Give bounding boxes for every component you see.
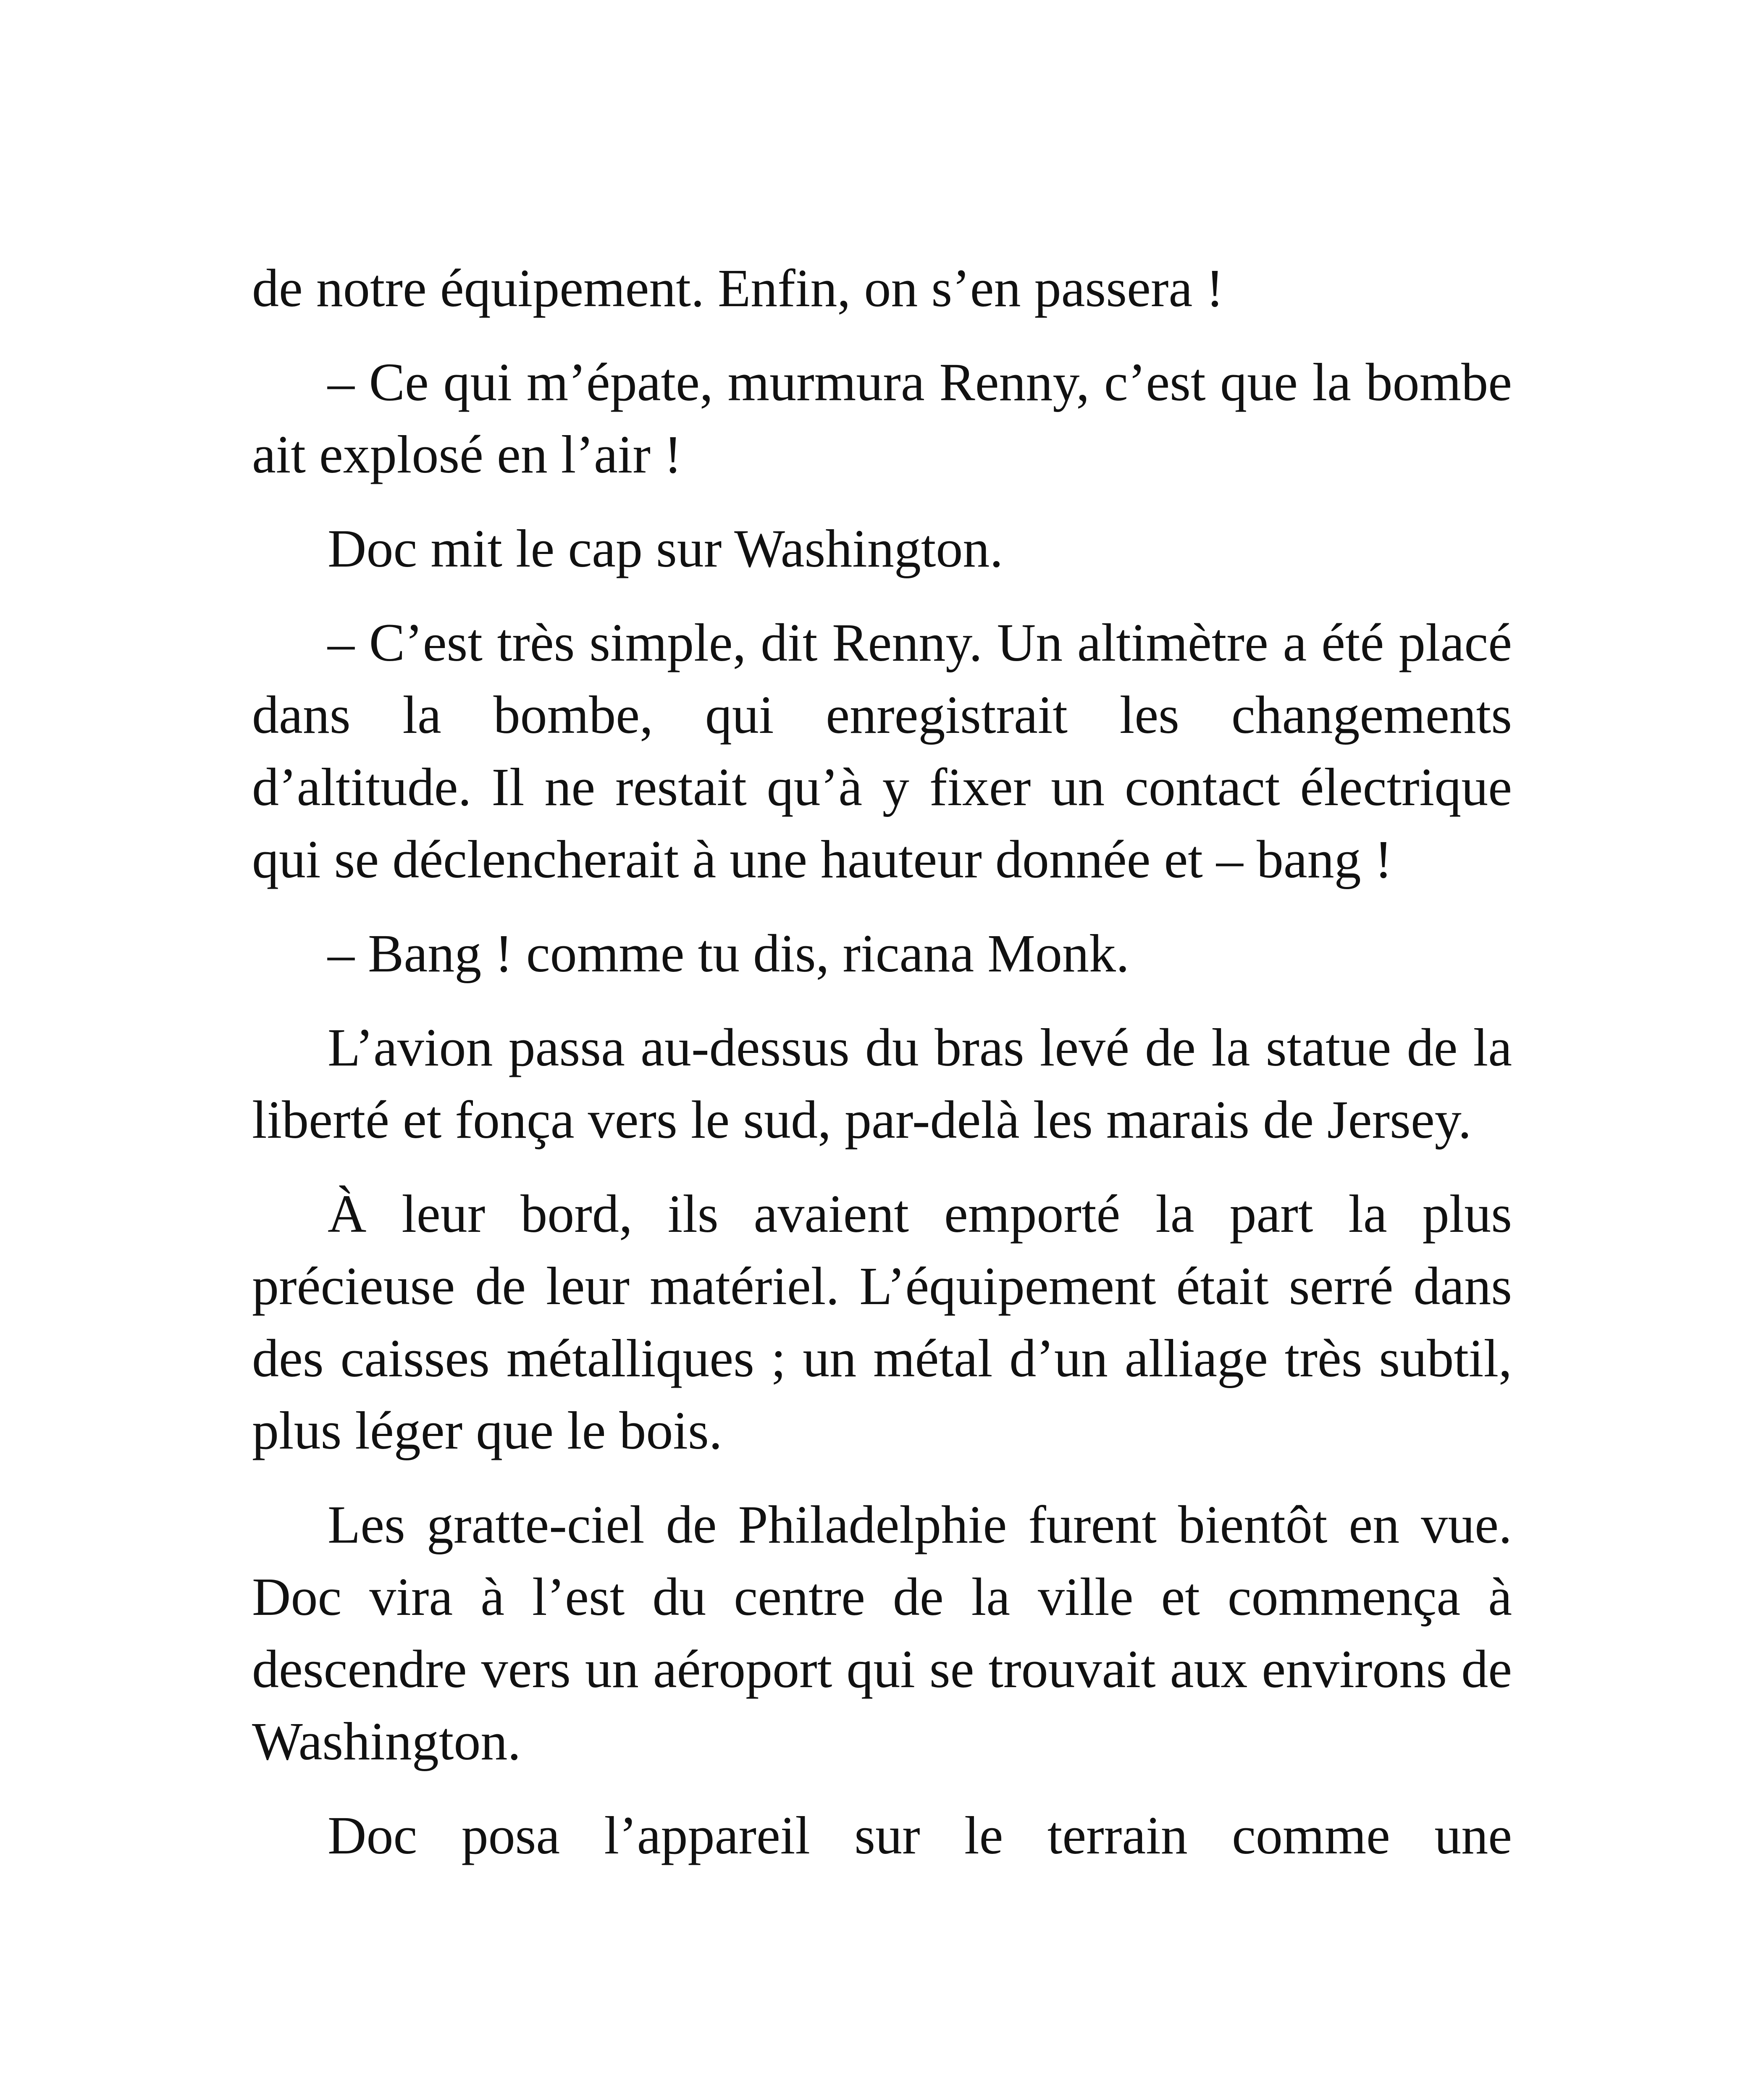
paragraph-5: – Bang ! comme tu dis, ricana Monk. <box>328 924 1129 983</box>
paragraph-1: de notre équipement. Enfin, on s’en passera ! <box>252 258 1224 318</box>
paragraph-6: L’avion passa au-dessus du bras levé de la statue de la liberté et fonça vers le sud, par-delà les marais de Jersey. <box>252 1018 1512 1150</box>
paragraph-8: Les gratte-ciel de Philadelphie furent bientôt en vue. Doc vira à l’est du centre de la ville et commença à descendre vers un aéroport qui se trouvait aux environs de Washington. <box>252 1495 1512 1771</box>
page-body-text <box>252 252 1512 1893</box>
paragraph-4: – C’est très simple, dit Renny. Un altimètre a été placé dans la bombe, qui enregistrait les changements d’altitude. Il ne restait qu’à y fixer un contact électrique qui se déclencherait à une hauteur donnée et – bang ! <box>252 613 1512 889</box>
paragraph-9: Doc posa l’appareil sur le terrain comme une <box>328 1806 1512 1865</box>
paragraph-7: À leur bord, ils avaient emporté la part la plus précieuse de leur matériel. L’équipement était serré dans des caisses métalliques ; un métal d’un alliage très subtil, plus léger que le bois. <box>252 1184 1512 1460</box>
paragraph-2: – Ce qui m’épate, murmura Renny, c’est que la bombe ait explosé en l’air ! <box>252 352 1512 484</box>
paragraph-3: Doc mit le cap sur Washington. <box>328 519 1003 578</box>
